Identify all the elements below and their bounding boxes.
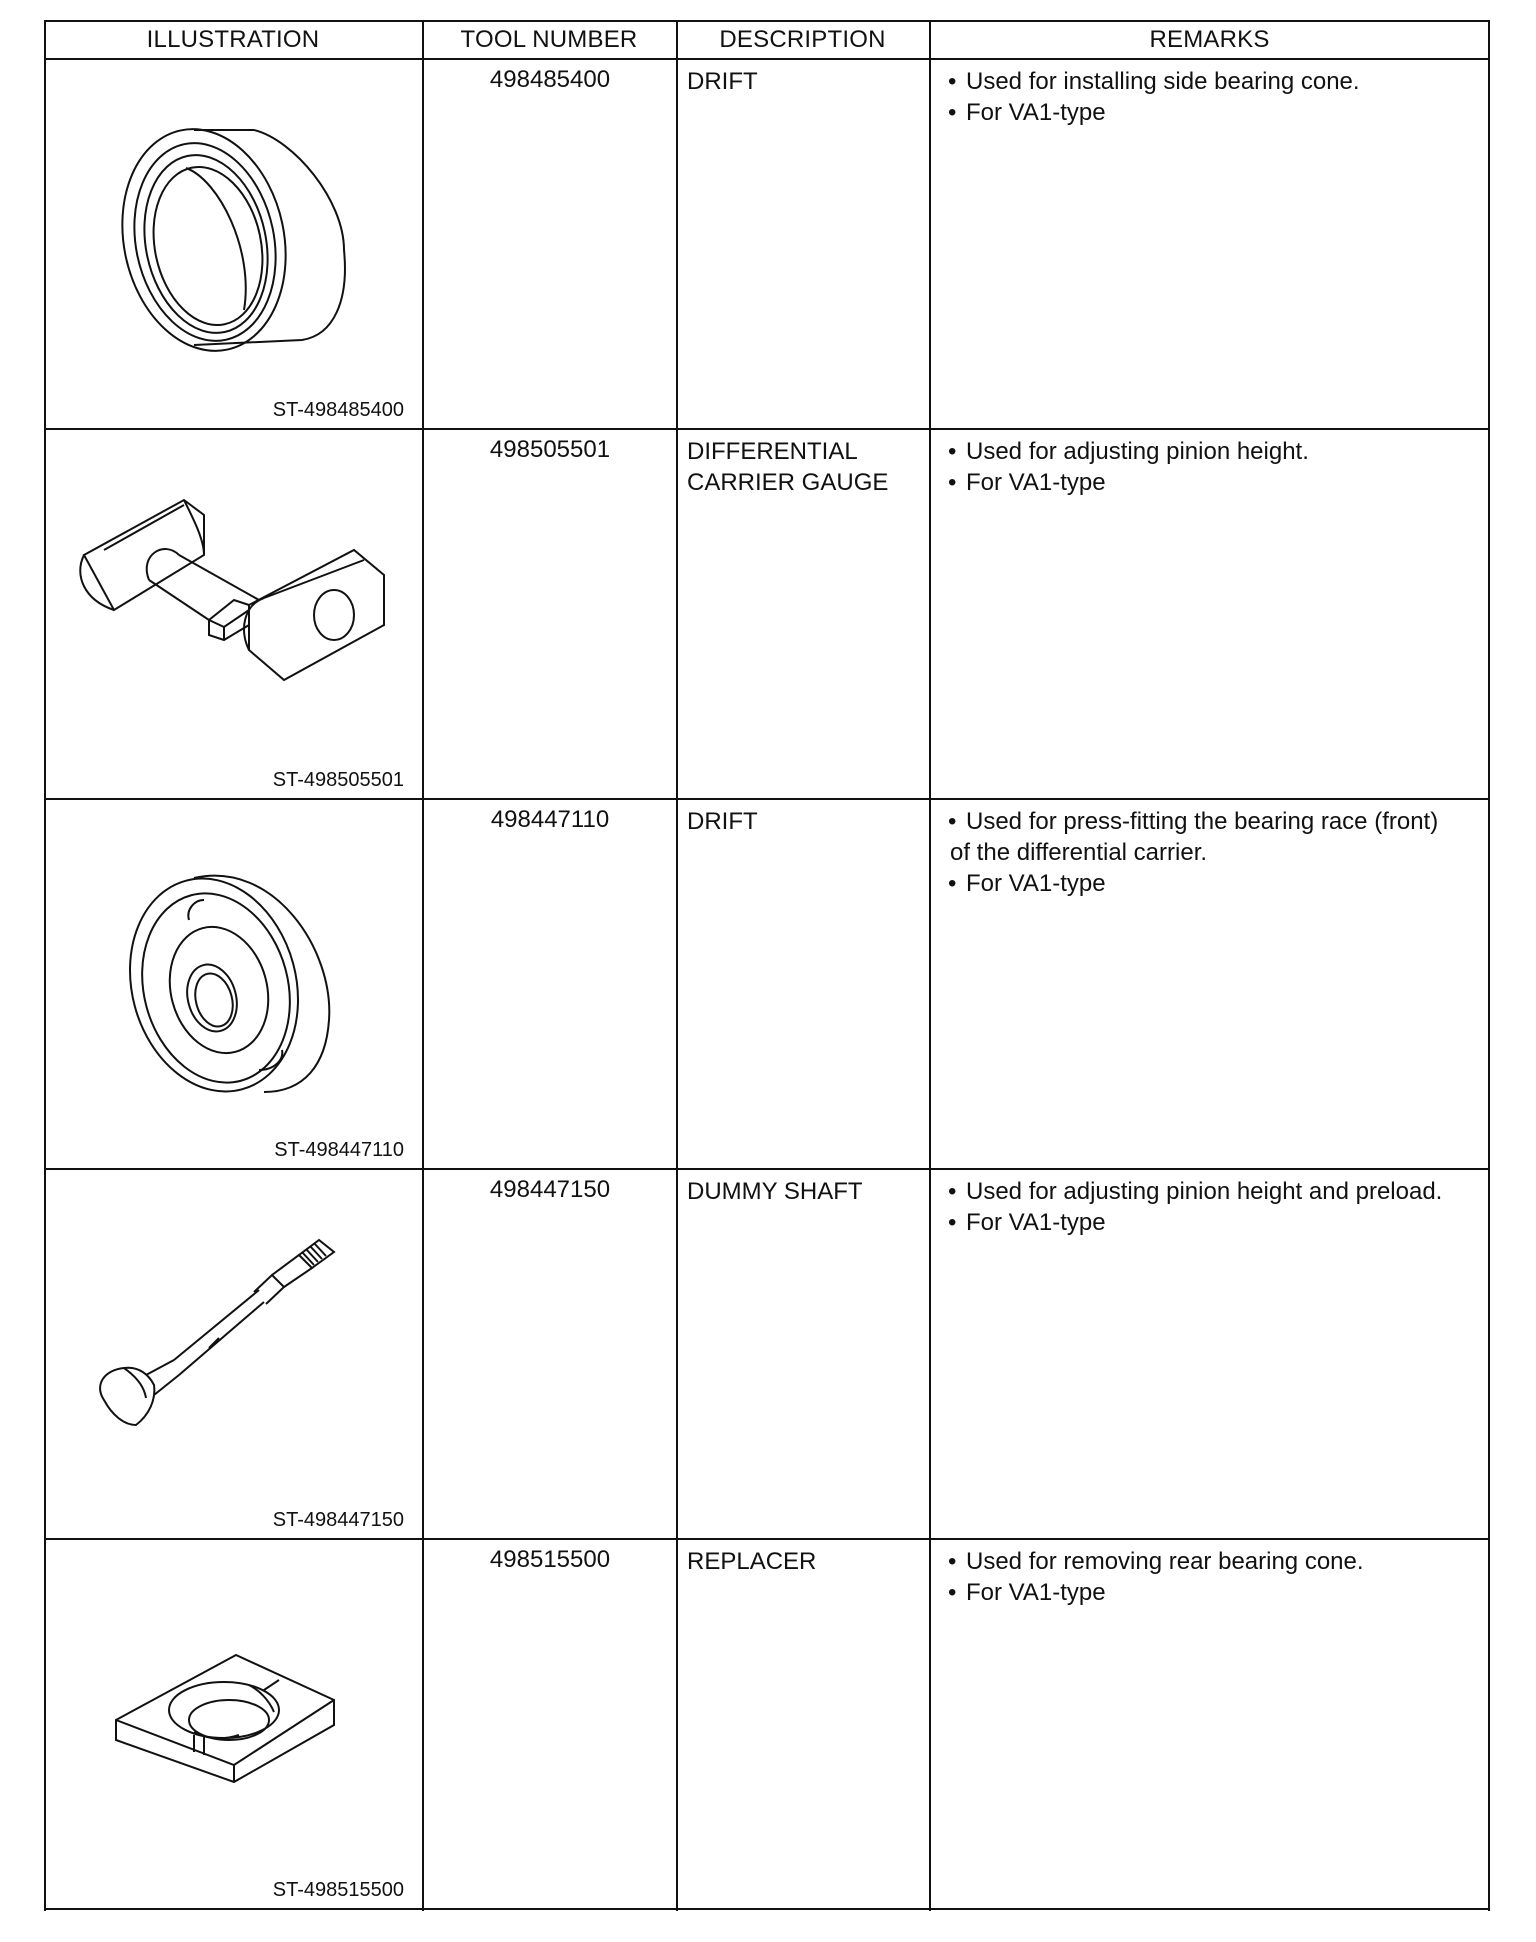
illustration-caption: ST-498447150 <box>272 1509 404 1531</box>
remarks-list <box>940 806 1485 899</box>
tool-description: DUMMY SHAFT <box>687 1178 863 1205</box>
table-row <box>44 430 1490 800</box>
special-tools-table <box>44 20 1490 1911</box>
table-row <box>44 60 1490 430</box>
remark-item: • Used for adjusting pinion height and preload. <box>940 1176 1485 1207</box>
remarks-list <box>940 66 1485 128</box>
header-remarks: REMARKS <box>1149 26 1270 53</box>
header-illustration: ILLUSTRATION <box>146 26 320 53</box>
illustration-cell <box>44 1170 422 1540</box>
tool-description: DIFFERENTIAL CARRIER GAUGE <box>687 438 889 496</box>
illustration-caption: ST-498485400 <box>272 399 404 421</box>
header-description: DESCRIPTION <box>719 26 886 53</box>
remark-item: • For VA1-type <box>940 97 1485 128</box>
tool-description: DRIFT <box>687 808 758 835</box>
differential-carrier-gauge-icon <box>44 430 422 800</box>
drift-disc-icon <box>44 800 422 1170</box>
dummy-shaft-icon <box>44 1170 422 1540</box>
tool-number: 498505501 <box>489 436 611 463</box>
illustration-cell <box>44 60 422 430</box>
table-row <box>44 800 1490 1170</box>
tool-number: 498515500 <box>489 1546 611 1573</box>
tool-number: 498447110 <box>490 806 610 833</box>
illustration-caption: ST-498447110 <box>274 1139 404 1161</box>
tool-number: 498485400 <box>489 66 611 93</box>
remark-item: • Used for press-fitting the bearing race (front) <box>940 806 1485 837</box>
illustration-cell <box>44 1540 422 1910</box>
remark-item: • For VA1-type <box>940 467 1485 498</box>
tool-description: REPLACER <box>687 1548 817 1575</box>
tool-description: DRIFT <box>687 68 758 95</box>
remarks-list <box>940 436 1485 498</box>
illustration-cell <box>44 800 422 1170</box>
illustration-cell <box>44 430 422 800</box>
remark-item: • Used for removing rear bearing cone. <box>940 1546 1485 1577</box>
remark-item: • For VA1-type <box>940 1207 1485 1238</box>
remark-item: of the differential carrier. <box>950 839 1208 866</box>
remarks-list <box>940 1546 1485 1608</box>
remarks-list <box>940 1176 1485 1238</box>
remark-item: • Used for installing side bearing cone. <box>940 66 1485 97</box>
drift-ring-icon <box>44 60 422 430</box>
remark-item: • For VA1-type <box>940 1577 1485 1608</box>
table-row <box>44 1170 1490 1540</box>
header-tool-number: TOOL NUMBER <box>460 26 638 53</box>
illustration-caption: ST-498515500 <box>272 1879 404 1901</box>
tool-number: 498447150 <box>489 1176 611 1203</box>
remark-item: • Used for adjusting pinion height. <box>940 436 1485 467</box>
table-row <box>44 1540 1490 1910</box>
remark-item: • For VA1-type <box>940 868 1485 899</box>
illustration-caption: ST-498505501 <box>272 769 404 791</box>
replacer-icon <box>44 1540 422 1910</box>
